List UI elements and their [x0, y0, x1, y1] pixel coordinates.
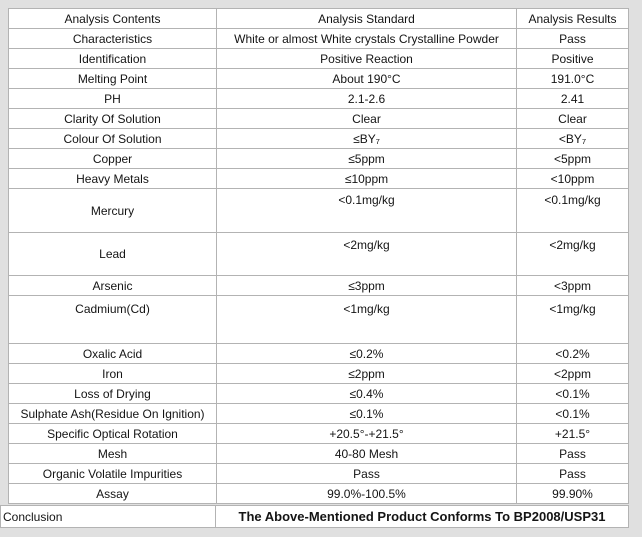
analysis-content-cell: Heavy Metals — [9, 169, 217, 189]
analysis-result-cell: <0.1mg/kg — [517, 189, 629, 233]
analysis-content-cell: Arsenic — [9, 276, 217, 296]
analysis-result-cell: <0.1% — [517, 404, 629, 424]
analysis-table — [8, 8, 629, 504]
analysis-result-cell: <0.2% — [517, 344, 629, 364]
analysis-standard-cell: ≤5ppm — [217, 149, 517, 169]
table-row — [9, 89, 629, 109]
analysis-result-cell: <10ppm — [517, 169, 629, 189]
analysis-standard-cell: About 190°C — [217, 69, 517, 89]
analysis-content-cell: Colour Of Solution — [9, 129, 217, 149]
table-row — [9, 149, 629, 169]
analysis-result-cell: <BY₇ — [517, 129, 629, 149]
analysis-result-cell: <2mg/kg — [517, 233, 629, 276]
analysis-standard-cell: ≤0.1% — [217, 404, 517, 424]
analysis-standard-cell: <1mg/kg — [217, 296, 517, 344]
analysis-content-cell: Characteristics — [9, 29, 217, 49]
analysis-result-cell: <2ppm — [517, 364, 629, 384]
analysis-standard-cell: 99.0%-100.5% — [217, 484, 517, 504]
header-row — [9, 9, 629, 29]
analysis-result-cell: +21.5° — [517, 424, 629, 444]
table-row — [9, 464, 629, 484]
analysis-standard-cell: White or almost White crystals Crystalline Powder — [217, 29, 517, 49]
analysis-result-cell: Pass — [517, 29, 629, 49]
analysis-result-cell: 99.90% — [517, 484, 629, 504]
analysis-standard-cell: 2.1-2.6 — [217, 89, 517, 109]
analysis-standard-cell: Pass — [217, 464, 517, 484]
table-row — [9, 364, 629, 384]
analysis-standard-cell: ≤3ppm — [217, 276, 517, 296]
table-row — [9, 484, 629, 504]
analysis-result-cell: <1mg/kg — [517, 296, 629, 344]
analysis-content-cell: Clarity Of Solution — [9, 109, 217, 129]
analysis-standard-cell: ≤0.2% — [217, 344, 517, 364]
analysis-standard-cell: ≤0.4% — [217, 384, 517, 404]
table-row — [9, 296, 629, 344]
analysis-content-cell: Cadmium(Cd) — [9, 296, 217, 344]
column-header-contents: Analysis Contents — [9, 9, 217, 29]
analysis-result-cell: Clear — [517, 109, 629, 129]
analysis-content-cell: Mesh — [9, 444, 217, 464]
analysis-result-cell: 191.0°C — [517, 69, 629, 89]
analysis-content-cell: Lead — [9, 233, 217, 276]
analysis-content-cell: Iron — [9, 364, 217, 384]
analysis-content-cell: Copper — [9, 149, 217, 169]
analysis-standard-cell: Clear — [217, 109, 517, 129]
analysis-content-cell: Oxalic Acid — [9, 344, 217, 364]
analysis-standard-cell: 40-80 Mesh — [217, 444, 517, 464]
analysis-content-cell: Assay — [9, 484, 217, 504]
conclusion-row — [0, 505, 629, 528]
analysis-content-cell: Sulphate Ash(Residue On Ignition) — [9, 404, 217, 424]
analysis-result-cell: <0.1% — [517, 384, 629, 404]
table-row — [9, 109, 629, 129]
analysis-content-cell: Organic Volatile Impurities — [9, 464, 217, 484]
analysis-result-cell: <3ppm — [517, 276, 629, 296]
table-row — [9, 129, 629, 149]
analysis-standard-cell: <2mg/kg — [217, 233, 517, 276]
table-row — [9, 404, 629, 424]
analysis-result-cell: <5ppm — [517, 149, 629, 169]
analysis-content-cell: Identification — [9, 49, 217, 69]
table-row — [9, 276, 629, 296]
analysis-content-cell: PH — [9, 89, 217, 109]
analysis-content-cell: Melting Point — [9, 69, 217, 89]
table-row — [9, 444, 629, 464]
analysis-content-cell: Loss of Drying — [9, 384, 217, 404]
analysis-standard-cell: ≤10ppm — [217, 169, 517, 189]
analysis-result-cell: Pass — [517, 464, 629, 484]
analysis-result-cell: Pass — [517, 444, 629, 464]
conclusion-text: The Above-Mentioned Product Conforms To BP2008/USP31 — [216, 506, 629, 528]
analysis-standard-cell: <0.1mg/kg — [217, 189, 517, 233]
table-row — [9, 29, 629, 49]
analysis-standard-cell: +20.5°-+21.5° — [217, 424, 517, 444]
analysis-standard-cell: ≤2ppm — [217, 364, 517, 384]
table-row — [1, 506, 629, 528]
analysis-standard-cell: Positive Reaction — [217, 49, 517, 69]
table-row — [9, 169, 629, 189]
table-row — [9, 189, 629, 233]
table-row — [9, 49, 629, 69]
column-header-standard: Analysis Standard — [217, 9, 517, 29]
conclusion-label: Conclusion — [1, 506, 216, 528]
table-row — [9, 344, 629, 364]
table-row — [9, 384, 629, 404]
column-header-results: Analysis Results — [517, 9, 629, 29]
analysis-result-cell: 2.41 — [517, 89, 629, 109]
table-row — [9, 233, 629, 276]
analysis-result-cell: Positive — [517, 49, 629, 69]
analysis-content-cell: Mercury — [9, 189, 217, 233]
analysis-standard-cell: ≤BY₇ — [217, 129, 517, 149]
table-row — [9, 424, 629, 444]
analysis-content-cell: Specific Optical Rotation — [9, 424, 217, 444]
table-row — [9, 69, 629, 89]
